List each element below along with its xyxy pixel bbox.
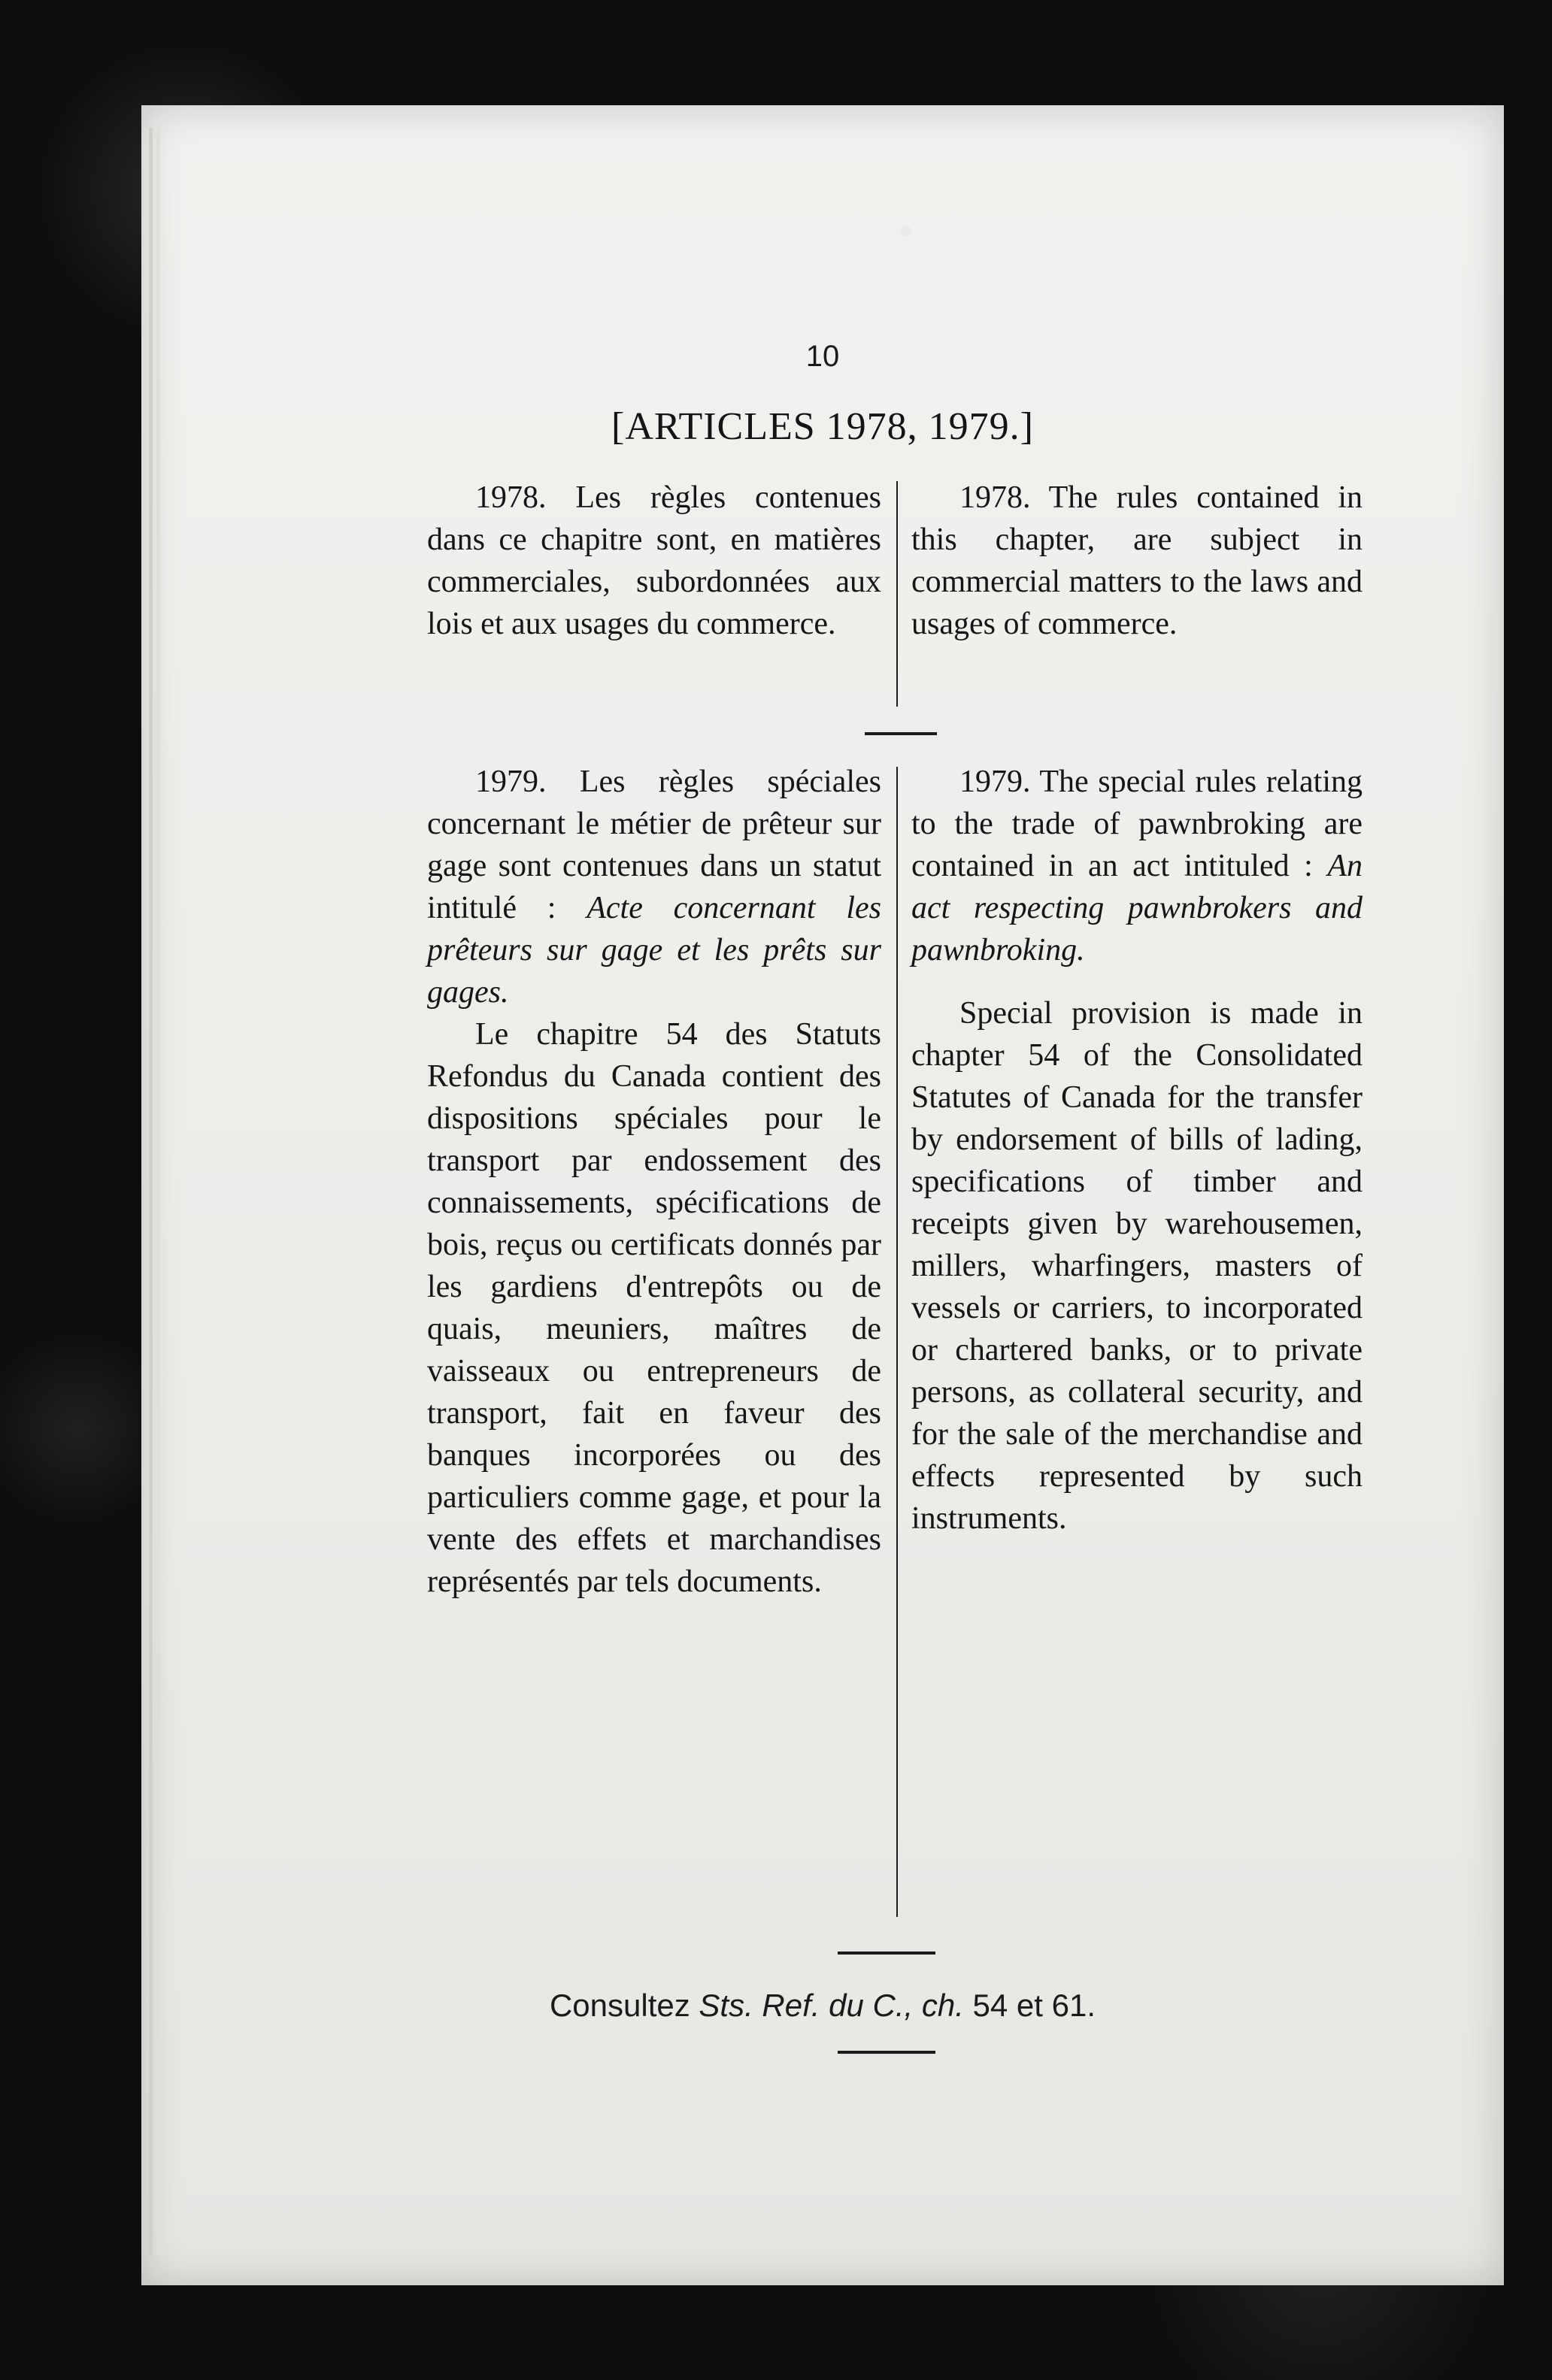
article-1978-fr-number: 1978. bbox=[475, 480, 547, 515]
section-rule-top bbox=[865, 732, 937, 735]
article-1978-en-number: 1978. bbox=[959, 480, 1031, 515]
column-divider-1979 bbox=[896, 767, 898, 1917]
article-1979-en-act-title: An act respecting pawnbrokers and pawnbroking. bbox=[911, 849, 1363, 967]
article-1979-fr-text: Les règles spéciales concernant le métier de prêteur sur gage sont contenues dans un statut intitulé : bbox=[427, 765, 881, 925]
article-1979-english bbox=[911, 761, 1363, 1540]
footer-reference: Sts. Ref. du C., ch. bbox=[699, 1988, 964, 2023]
article-1979-en-paragraph-2: Special provision is made in chapter 54 of the Consolidated Statutes of Canada for the transfer by endorsement of bills of lading, specifications of timber and receipts given by warehousemen, millers, wharfingers, masters of vessels or carriers, to incorporated or chartered banks, or to private persons, as collateral security, and for the sale of the merchandise and effects represented by such instruments. bbox=[911, 996, 1363, 1536]
page-heading: [ARTICLES 1978, 1979.] bbox=[611, 405, 1034, 448]
article-1978-french bbox=[427, 477, 881, 645]
article-1979-en-number: 1979. bbox=[959, 765, 1031, 799]
speck bbox=[901, 226, 911, 236]
article-1979-fr-number: 1979. bbox=[475, 765, 547, 799]
article-1978-english bbox=[911, 477, 1363, 645]
footer-rule-top bbox=[838, 1952, 935, 1955]
consult-reference bbox=[141, 1988, 1504, 2024]
footer-suffix: 54 et 61. bbox=[963, 1988, 1096, 2023]
book-page bbox=[141, 105, 1504, 2285]
article-1979-french bbox=[427, 761, 881, 1603]
footer-rule-bottom bbox=[838, 2051, 935, 2054]
article-1979-fr-act-title: Acte concernant les prêteurs sur gage et les prêts sur gages. bbox=[427, 891, 882, 1010]
article-1978-en-text: The rules contained in this chapter, are subject in commercial matters to the laws and usages of commerce. bbox=[911, 480, 1363, 641]
column-divider-1978 bbox=[896, 481, 898, 707]
page-number: 10 bbox=[805, 340, 840, 373]
article-1979-fr-paragraph-2: Le chapitre 54 des Statuts Refondus du Canada contient des dispositions spéciales pour le transport par endossement des connaissements, spécifications de bois, reçus ou certificats donnés par les gardiens d'entrepôts ou de quais, meuniers, maîtres de vaisseaux ou entrepreneurs de transport, fait en faveur des banques incorporées ou des particuliers comme gage, et pour la vente des effets et marchandises représentés par tels documents. bbox=[427, 1017, 881, 1599]
article-1978-fr-text: Les règles contenues dans ce chapitre sont, en matières commerciales, subordonnées aux lois et aux usages du commerce. bbox=[427, 480, 881, 641]
article-1979-en-text: The special rules relating to the trade of pawnbroking are contained in an act intituled : bbox=[911, 765, 1363, 883]
footer-prefix: Consultez bbox=[549, 1988, 699, 2023]
